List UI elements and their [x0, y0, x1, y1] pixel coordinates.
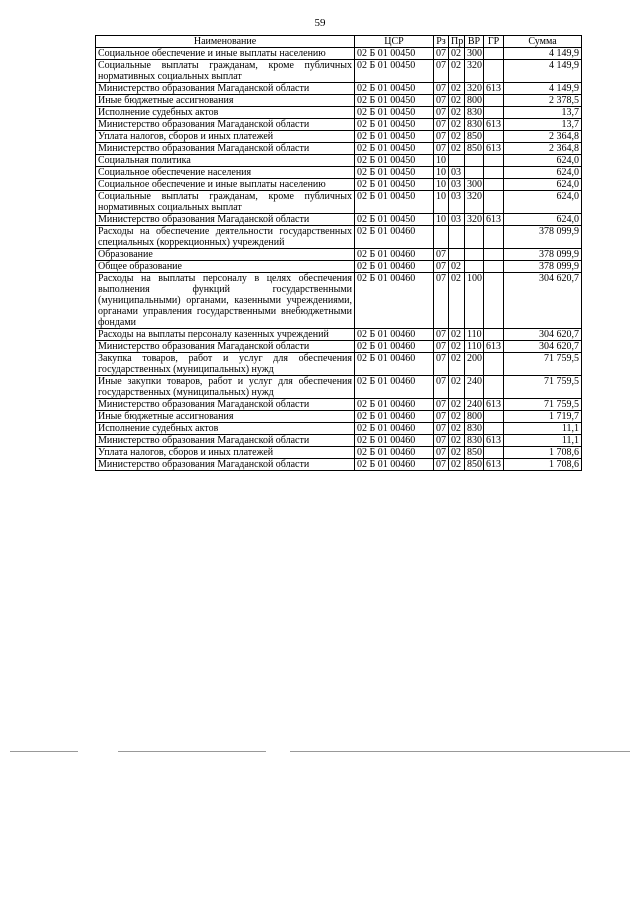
- row-name-cell: Исполнение судебных актов: [96, 423, 355, 435]
- row-sum-cell: 11,1: [504, 423, 582, 435]
- row-pr-cell: 02: [449, 83, 465, 95]
- row-pr-cell: 02: [449, 423, 465, 435]
- row-pr-cell: 02: [449, 329, 465, 341]
- column-header-vr: ВР: [465, 36, 484, 48]
- row-rz-cell: [434, 226, 449, 249]
- row-gr-cell: [484, 261, 504, 273]
- row-name-cell: Исполнение судебных актов: [96, 107, 355, 119]
- row-name-cell: Министерство образования Магаданской области: [96, 143, 355, 155]
- table-row: [96, 119, 582, 131]
- footer-divider-left: [10, 751, 78, 752]
- row-sum-cell: 378 099,9: [504, 261, 582, 273]
- row-csr-cell: 02 Б 01 00450: [355, 107, 434, 119]
- row-sum-cell: 11,1: [504, 435, 582, 447]
- row-pr-cell: 02: [449, 60, 465, 83]
- row-pr-cell: 03: [449, 191, 465, 214]
- budget-table: [95, 35, 582, 471]
- row-csr-cell: 02 Б 01 00460: [355, 353, 434, 376]
- row-name-cell: Социальное обеспечение и иные выплаты населению: [96, 48, 355, 60]
- row-name-cell: Иные бюджетные ассигнования: [96, 95, 355, 107]
- row-gr-cell: [484, 155, 504, 167]
- table-row: [96, 83, 582, 95]
- row-gr-cell: [484, 411, 504, 423]
- row-sum-cell: 624,0: [504, 179, 582, 191]
- row-sum-cell: 4 149,9: [504, 83, 582, 95]
- row-rz-cell: 07: [434, 95, 449, 107]
- table-row: [96, 214, 582, 226]
- row-rz-cell: 10: [434, 155, 449, 167]
- row-pr-cell: 03: [449, 179, 465, 191]
- row-rz-cell: 07: [434, 435, 449, 447]
- table-row: [96, 399, 582, 411]
- row-pr-cell: 02: [449, 119, 465, 131]
- row-sum-cell: 71 759,5: [504, 399, 582, 411]
- row-name-cell: Социальное обеспечение населения: [96, 167, 355, 179]
- table-row: [96, 107, 582, 119]
- row-pr-cell: 02: [449, 143, 465, 155]
- row-name-cell: Социальная политика: [96, 155, 355, 167]
- row-name-cell: Министерство образования Магаданской области: [96, 435, 355, 447]
- row-sum-cell: 624,0: [504, 167, 582, 179]
- row-name-cell: Уплата налогов, сборов и иных платежей: [96, 447, 355, 459]
- table-row: [96, 411, 582, 423]
- row-sum-cell: 624,0: [504, 214, 582, 226]
- table-row: [96, 376, 582, 399]
- row-rz-cell: 10: [434, 179, 449, 191]
- table-row: [96, 60, 582, 83]
- table-row: [96, 353, 582, 376]
- row-csr-cell: 02 Б 01 00460: [355, 411, 434, 423]
- row-gr-cell: [484, 329, 504, 341]
- row-name-cell: Расходы на выплаты персоналу казенных учреждений: [96, 329, 355, 341]
- footer-divider-middle: [118, 751, 266, 752]
- row-sum-cell: 2 364,8: [504, 143, 582, 155]
- row-rz-cell: 07: [434, 119, 449, 131]
- row-csr-cell: 02 Б 01 00450: [355, 214, 434, 226]
- row-csr-cell: 02 Б 01 00450: [355, 83, 434, 95]
- row-pr-cell: 02: [449, 261, 465, 273]
- row-vr-cell: 800: [465, 95, 484, 107]
- row-sum-cell: 13,7: [504, 107, 582, 119]
- row-pr-cell: 02: [449, 107, 465, 119]
- row-rz-cell: 07: [434, 249, 449, 261]
- row-csr-cell: 02 Б 01 00460: [355, 459, 434, 471]
- row-csr-cell: 02 Б 01 00460: [355, 423, 434, 435]
- row-gr-cell: [484, 447, 504, 459]
- row-gr-cell: 613: [484, 143, 504, 155]
- row-name-cell: Социальные выплаты гражданам, кроме публичных нормативных социальных выплат: [96, 191, 355, 214]
- row-csr-cell: 02 Б 01 00450: [355, 191, 434, 214]
- row-csr-cell: 02 Б 01 00450: [355, 167, 434, 179]
- row-rz-cell: 07: [434, 423, 449, 435]
- row-name-cell: Образование: [96, 249, 355, 261]
- row-rz-cell: 07: [434, 447, 449, 459]
- row-csr-cell: 02 Б 01 00460: [355, 447, 434, 459]
- row-rz-cell: 07: [434, 353, 449, 376]
- footer-divider-right: [290, 751, 630, 752]
- table-row: [96, 261, 582, 273]
- row-sum-cell: 304 620,7: [504, 273, 582, 329]
- row-sum-cell: 1 708,6: [504, 459, 582, 471]
- row-name-cell: Министерство образования Магаданской области: [96, 119, 355, 131]
- row-gr-cell: 613: [484, 435, 504, 447]
- row-vr-cell: 300: [465, 179, 484, 191]
- row-pr-cell: 02: [449, 411, 465, 423]
- row-gr-cell: [484, 107, 504, 119]
- row-sum-cell: 71 759,5: [504, 353, 582, 376]
- row-rz-cell: 10: [434, 214, 449, 226]
- row-vr-cell: 850: [465, 131, 484, 143]
- row-pr-cell: 02: [449, 353, 465, 376]
- row-pr-cell: 02: [449, 435, 465, 447]
- row-name-cell: Министерство образования Магаданской области: [96, 399, 355, 411]
- row-name-cell: Иные бюджетные ассигнования: [96, 411, 355, 423]
- row-vr-cell: 850: [465, 447, 484, 459]
- row-csr-cell: 02 Б 01 00460: [355, 329, 434, 341]
- table-row: [96, 447, 582, 459]
- row-vr-cell: 850: [465, 459, 484, 471]
- table-row: [96, 191, 582, 214]
- row-vr-cell: 200: [465, 353, 484, 376]
- row-gr-cell: [484, 273, 504, 329]
- row-gr-cell: [484, 167, 504, 179]
- row-rz-cell: 07: [434, 131, 449, 143]
- row-gr-cell: [484, 376, 504, 399]
- row-gr-cell: [484, 131, 504, 143]
- row-rz-cell: 07: [434, 83, 449, 95]
- table-body: [96, 48, 582, 471]
- row-gr-cell: 613: [484, 399, 504, 411]
- row-sum-cell: 378 099,9: [504, 226, 582, 249]
- row-csr-cell: 02 Б 01 00460: [355, 376, 434, 399]
- row-name-cell: Министерство образования Магаданской области: [96, 459, 355, 471]
- row-name-cell: Министерство образования Магаданской области: [96, 341, 355, 353]
- row-name-cell: Иные закупки товаров, работ и услуг для обеспечения государственных (муниципальных) нужд: [96, 376, 355, 399]
- row-vr-cell: 800: [465, 411, 484, 423]
- row-pr-cell: 02: [449, 131, 465, 143]
- row-sum-cell: 304 620,7: [504, 341, 582, 353]
- row-vr-cell: 320: [465, 214, 484, 226]
- table-row: [96, 459, 582, 471]
- row-gr-cell: [484, 249, 504, 261]
- row-pr-cell: 02: [449, 341, 465, 353]
- row-vr-cell: [465, 249, 484, 261]
- row-gr-cell: [484, 95, 504, 107]
- row-csr-cell: 02 Б 01 00450: [355, 95, 434, 107]
- row-csr-cell: 02 Б 01 00460: [355, 399, 434, 411]
- row-vr-cell: 240: [465, 376, 484, 399]
- row-gr-cell: 613: [484, 119, 504, 131]
- table-row: [96, 423, 582, 435]
- row-sum-cell: 13,7: [504, 119, 582, 131]
- row-sum-cell: 4 149,9: [504, 60, 582, 83]
- row-sum-cell: 71 759,5: [504, 376, 582, 399]
- row-rz-cell: 07: [434, 376, 449, 399]
- row-csr-cell: 02 Б 01 00450: [355, 179, 434, 191]
- row-sum-cell: 624,0: [504, 155, 582, 167]
- row-gr-cell: [484, 191, 504, 214]
- row-pr-cell: 03: [449, 214, 465, 226]
- row-sum-cell: 624,0: [504, 191, 582, 214]
- row-gr-cell: [484, 48, 504, 60]
- column-header-sum: Сумма: [504, 36, 582, 48]
- row-name-cell: Социальные выплаты гражданам, кроме публичных нормативных социальных выплат: [96, 60, 355, 83]
- row-pr-cell: [449, 155, 465, 167]
- row-gr-cell: [484, 60, 504, 83]
- row-rz-cell: 07: [434, 273, 449, 329]
- row-sum-cell: 2 364,8: [504, 131, 582, 143]
- column-header-csr: ЦСР: [355, 36, 434, 48]
- row-csr-cell: 02 Б 01 00460: [355, 341, 434, 353]
- row-csr-cell: 02 Б 01 00450: [355, 60, 434, 83]
- row-name-cell: Министерство образования Магаданской области: [96, 214, 355, 226]
- row-pr-cell: 02: [449, 273, 465, 329]
- row-vr-cell: 110: [465, 329, 484, 341]
- row-vr-cell: 320: [465, 83, 484, 95]
- row-name-cell: Уплата налогов, сборов и иных платежей: [96, 131, 355, 143]
- row-name-cell: Общее образование: [96, 261, 355, 273]
- row-vr-cell: 300: [465, 48, 484, 60]
- row-gr-cell: [484, 353, 504, 376]
- row-sum-cell: 2 378,5: [504, 95, 582, 107]
- table-row: [96, 143, 582, 155]
- row-gr-cell: [484, 226, 504, 249]
- row-pr-cell: 03: [449, 167, 465, 179]
- table-row: [96, 179, 582, 191]
- row-rz-cell: 07: [434, 60, 449, 83]
- row-vr-cell: 110: [465, 341, 484, 353]
- row-pr-cell: 02: [449, 376, 465, 399]
- column-header-pr: Пр: [449, 36, 465, 48]
- row-vr-cell: 830: [465, 119, 484, 131]
- table-row: [96, 249, 582, 261]
- row-vr-cell: 830: [465, 107, 484, 119]
- row-sum-cell: 4 149,9: [504, 48, 582, 60]
- row-rz-cell: 07: [434, 329, 449, 341]
- row-name-cell: Социальное обеспечение и иные выплаты населению: [96, 179, 355, 191]
- row-csr-cell: 02 Б 01 00450: [355, 48, 434, 60]
- row-pr-cell: 02: [449, 447, 465, 459]
- table-row: [96, 48, 582, 60]
- row-gr-cell: 613: [484, 83, 504, 95]
- row-csr-cell: 02 Б 01 00460: [355, 261, 434, 273]
- row-pr-cell: 02: [449, 48, 465, 60]
- row-gr-cell: [484, 423, 504, 435]
- table-row: [96, 435, 582, 447]
- row-rz-cell: 07: [434, 107, 449, 119]
- row-csr-cell: 02 Б 01 00450: [355, 131, 434, 143]
- row-rz-cell: 07: [434, 459, 449, 471]
- row-sum-cell: 1 708,6: [504, 447, 582, 459]
- row-gr-cell: 613: [484, 214, 504, 226]
- row-vr-cell: [465, 226, 484, 249]
- row-pr-cell: 02: [449, 459, 465, 471]
- table-row: [96, 95, 582, 107]
- page-number: 59: [314, 17, 326, 29]
- row-gr-cell: 613: [484, 459, 504, 471]
- table-row: [96, 341, 582, 353]
- row-csr-cell: 02 Б 01 00460: [355, 249, 434, 261]
- row-vr-cell: 100: [465, 273, 484, 329]
- row-csr-cell: 02 Б 01 00460: [355, 435, 434, 447]
- row-rz-cell: 10: [434, 191, 449, 214]
- row-csr-cell: 02 Б 01 00450: [355, 155, 434, 167]
- row-vr-cell: 240: [465, 399, 484, 411]
- row-pr-cell: 02: [449, 95, 465, 107]
- table-header-row: [96, 36, 582, 48]
- row-rz-cell: 07: [434, 399, 449, 411]
- row-sum-cell: 378 099,9: [504, 249, 582, 261]
- row-vr-cell: [465, 261, 484, 273]
- table-row: [96, 226, 582, 249]
- row-rz-cell: 07: [434, 411, 449, 423]
- row-rz-cell: 07: [434, 48, 449, 60]
- table-row: [96, 329, 582, 341]
- row-name-cell: Закупка товаров, работ и услуг для обеспечения государственных (муниципальных) нужд: [96, 353, 355, 376]
- row-rz-cell: 07: [434, 261, 449, 273]
- row-gr-cell: [484, 179, 504, 191]
- table-row: [96, 167, 582, 179]
- row-sum-cell: 304 620,7: [504, 329, 582, 341]
- row-rz-cell: 07: [434, 143, 449, 155]
- row-vr-cell: [465, 155, 484, 167]
- row-name-cell: Расходы на обеспечение деятельности государственных специальных (коррекционных) учреждений: [96, 226, 355, 249]
- row-rz-cell: 07: [434, 341, 449, 353]
- row-vr-cell: 320: [465, 60, 484, 83]
- row-csr-cell: 02 Б 01 00460: [355, 273, 434, 329]
- row-gr-cell: 613: [484, 341, 504, 353]
- row-sum-cell: 1 719,7: [504, 411, 582, 423]
- row-csr-cell: 02 Б 01 00460: [355, 226, 434, 249]
- row-vr-cell: 320: [465, 191, 484, 214]
- row-vr-cell: 850: [465, 143, 484, 155]
- column-header-name: Наименование: [96, 36, 355, 48]
- row-vr-cell: 830: [465, 435, 484, 447]
- row-pr-cell: [449, 249, 465, 261]
- row-vr-cell: [465, 167, 484, 179]
- row-pr-cell: [449, 226, 465, 249]
- table-row: [96, 273, 582, 329]
- column-header-rz: Рз: [434, 36, 449, 48]
- row-csr-cell: 02 Б 01 00450: [355, 143, 434, 155]
- column-header-gr: ГР: [484, 36, 504, 48]
- row-rz-cell: 10: [434, 167, 449, 179]
- table-row: [96, 131, 582, 143]
- row-csr-cell: 02 Б 01 00450: [355, 119, 434, 131]
- row-name-cell: Расходы на выплаты персоналу в целях обеспечения выполнения функций государственными (муниципальными) органами, казенными учреждениями, органами управления государственными внебюджетными фондами: [96, 273, 355, 329]
- row-pr-cell: 02: [449, 399, 465, 411]
- row-name-cell: Министерство образования Магаданской области: [96, 83, 355, 95]
- table-row: [96, 155, 582, 167]
- row-vr-cell: 830: [465, 423, 484, 435]
